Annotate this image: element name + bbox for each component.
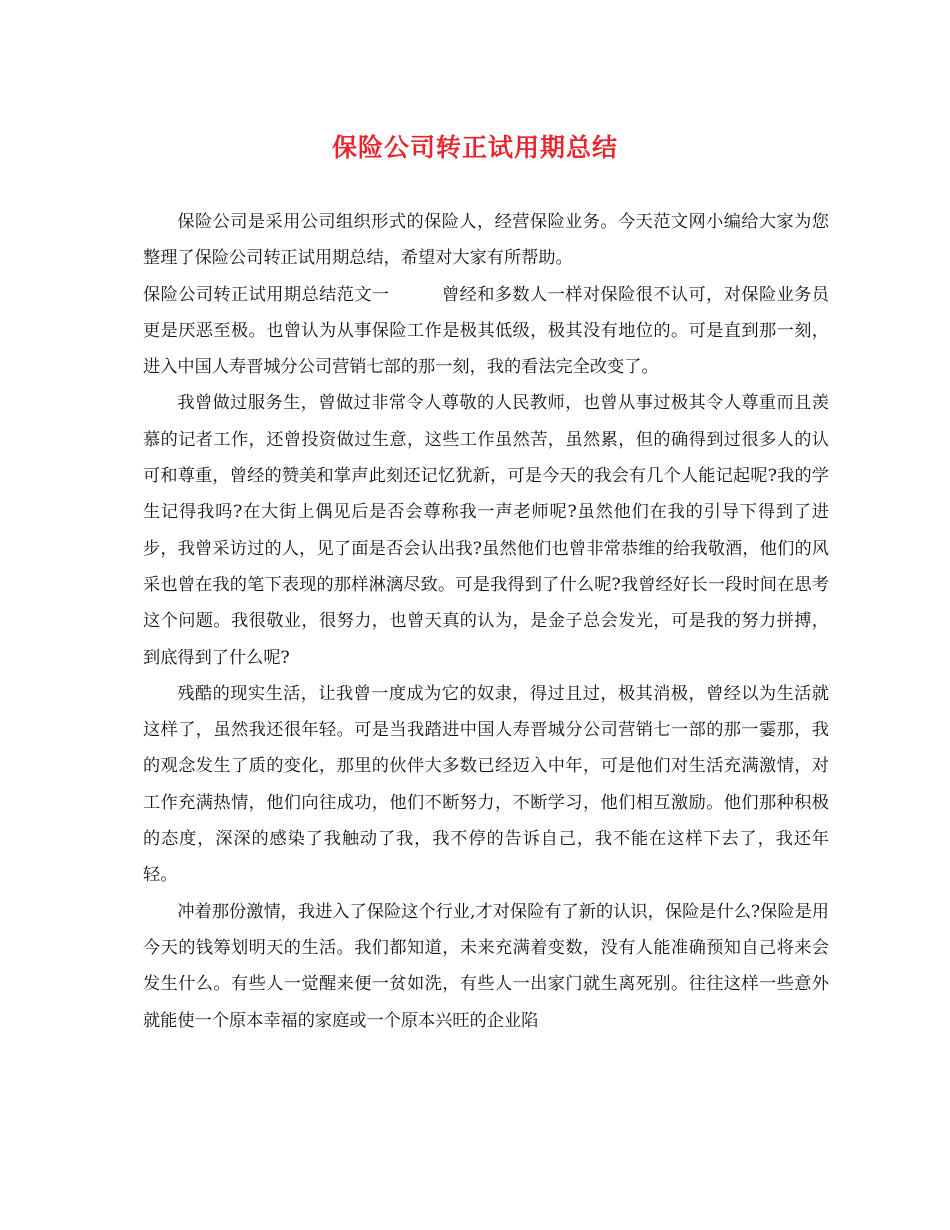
intro-paragraph: 保险公司是采用公司组织形式的保险人，经营保险业务。今天范文网小编给大家为您整理了保险公司转正试用期总结，希望对大家有所帮助。 — [143, 212, 829, 269]
section-paragraph — [143, 277, 829, 386]
document-title: 保险公司转正试用期总结 — [331, 133, 618, 162]
paragraph-1: 曾经和多数人一样对保险很不认可，对保险业务员更是厌恶至极。也曾认为从事保险工作是极其低级，极其没有地位的。可是直到那一刻，进入中国人寿晋城分公司营销七部的那一刻，我的看法完全改变了。 — [143, 284, 829, 378]
document-body — [143, 204, 829, 1039]
paragraph-2: 我曾做过服务生，曾做过非常令人尊敬的人民教师，也曾从事过极其令人尊重而且羡慕的记者工作，还曾投资做过生意，这些工作虽然苦，虽然累，但的确得到过很多人的认可和尊重，曾经的赞美和掌声此刻还记忆犹新，可是今天的我会有几个人能记起呢?我的学生记得我吗?在大街上偶见后是否会尊称我一声老师呢?虽然他们在我的引导下得到了进步，我曾采访过的人，见了面是否会认出我?虽然他们也曾非常恭维的给我敬酒，他们的风采也曾在我的笔下表现的那样淋漓尽致。可是我得到了什么呢?我曾经好长一段时间在思考这个问题。我很敬业，很努力，也曾天真的认为，是金子总会发光，可是我的努力拼搏，到底得到了什么呢? — [143, 393, 829, 668]
section-heading: 保险公司转正试用期总结范文一 — [143, 284, 390, 305]
paragraph-3: 残酷的现实生活，让我曾一度成为它的奴隶，得过且过，极其消极，曾经以为生活就这样了，虽然我还很年轻。可是当我踏进中国人寿晋城分公司营销七一部的那一霎那，我的观念发生了质的变化，那里的伙伴大多数已经迈入中年，可是他们对生活充满激情，对工作充满热情，他们向往成功，他们不断努力，不断学习，他们相互激励。他们那种积极的态度，深深的感染了我触动了我，我不停的告诉自己，我不能在这样下去了，我还年轻。 — [143, 683, 829, 886]
paragraph-4: 冲着那份激情，我进入了保险这个行业,才对保险有了新的认识，保险是什么?保险是用今天的钱筹划明天的生活。我们都知道，未来充满着变数，没有人能准确预知自己将来会发生什么。有些人一觉醒来便一贫如洗，有些人一出家门就生离死别。往往这样一些意外就能使一个原本幸福的家庭或一个原本兴旺的企业陷 — [143, 901, 829, 1031]
